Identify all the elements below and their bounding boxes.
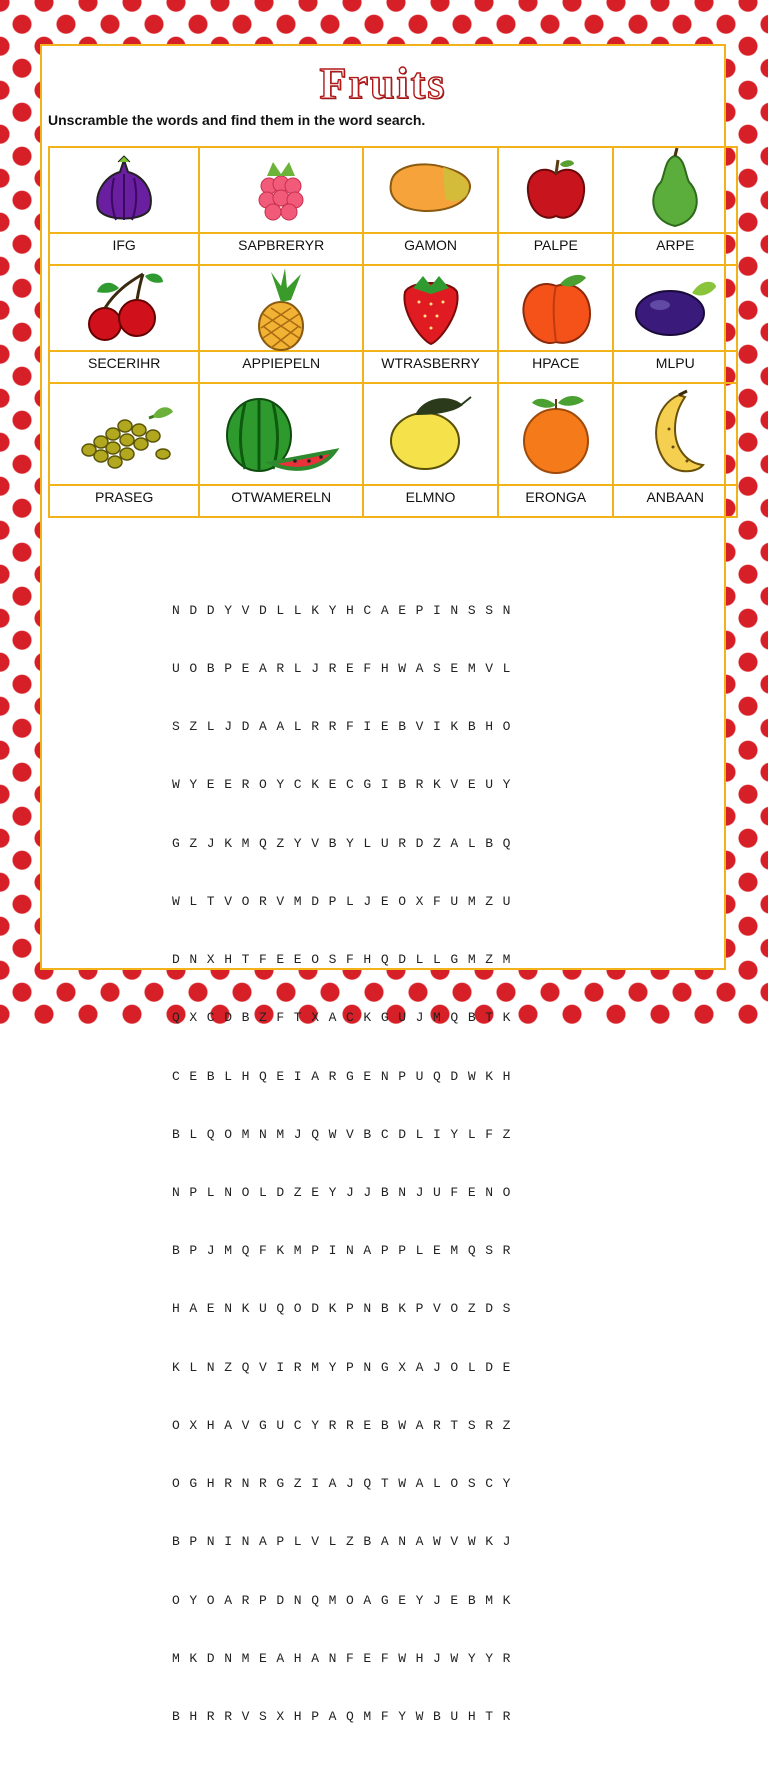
worksheet (40, 44, 726, 1724)
fruit-label: APPIEPELN (200, 350, 362, 382)
fruit-label: HPACE (499, 350, 612, 382)
fruit-cell (199, 383, 363, 517)
fruit-label: ERONGA (499, 484, 612, 516)
fruit-cell (363, 383, 498, 517)
fruit-cell (613, 265, 737, 383)
grid-row: BPNINAPLVLZBANAWVWKJ (172, 1534, 521, 1550)
raspberry-icon (241, 150, 321, 230)
grid-row: OXHAVGUCYRREBWARTSRZ (172, 1417, 521, 1433)
cherries-icon (79, 268, 169, 348)
fruit-cell (199, 147, 363, 265)
fig-icon (84, 150, 164, 230)
fruit-label: PALPE (499, 232, 612, 264)
grid-row: NDDYVDLLKYHCAEPINSSN (172, 602, 521, 618)
fruit-table (48, 146, 738, 518)
grid-row: CEBLHQEIARGENPUQDWKH (172, 1068, 521, 1084)
mango-icon (383, 155, 479, 225)
watermelon-icon (221, 389, 341, 479)
fruit-label: ELMNO (364, 484, 497, 516)
grid-row: GZJKMQZYVBYLURDZALBQ (172, 835, 521, 851)
grid-row: HAENKUQODKPNBKPVOZDS (172, 1301, 521, 1317)
strawberry-icon (391, 268, 471, 348)
grid-row: QXCDBZFTXACKGUJMQBTK (172, 1010, 521, 1026)
apple-icon (516, 150, 596, 230)
plum-icon (630, 273, 720, 343)
grid-row: MKDNMEAHANFEFWHJWYYR (172, 1650, 521, 1666)
fruit-label: OTWAMERELN (200, 484, 362, 516)
fruit-label: MLPU (614, 350, 736, 382)
lemon-icon (383, 389, 479, 479)
grid-row: SZLJDAALRRFIEBVIKBHO (172, 719, 521, 735)
grapes-icon (69, 394, 179, 474)
fruit-cell (49, 265, 199, 383)
fruit-label: GAMON (364, 232, 497, 264)
fruit-cell (49, 383, 199, 517)
fruit-cell (613, 147, 737, 265)
page-title: Fruits (319, 59, 447, 108)
fruit-label: PRASEG (50, 484, 198, 516)
fruit-cell (498, 147, 613, 265)
fruit-label: IFG (50, 232, 198, 264)
grid-row: UOBPEARLJREFHWASEMVL (172, 661, 521, 677)
pineapple-icon (241, 264, 321, 352)
peach-icon (514, 266, 598, 350)
grid-row: KLNZQVIRMYPNGXAJOLDE (172, 1359, 521, 1375)
fruit-cell (498, 383, 613, 517)
fruit-cell (363, 265, 498, 383)
grid-row: OYOARPDNQMOAGEYJEBMK (172, 1592, 521, 1608)
instructions: Unscramble the words and find them in the word search. (48, 112, 426, 128)
grid-row: BLQOMNMJQWVBCDLIYLFZ (172, 1126, 521, 1142)
grid-row: WLTVORVMDPLJEOXFUMZU (172, 893, 521, 909)
grid-row: BHRRVSXHPAQMFYWBUHTR (172, 1708, 521, 1724)
fruit-cell (613, 383, 737, 517)
banana-icon (635, 389, 715, 479)
fruit-label: ARPE (614, 232, 736, 264)
grid-row: DNXHTFEEOSFHQDLLGMZM (172, 952, 521, 968)
grid-row: WYEEROYCKECGIBRKVEUY (172, 777, 521, 793)
fruit-cell (49, 147, 199, 265)
word-search-grid (172, 562, 520, 1765)
grid-row: OGHRNRGZIAJQTWALOSCY (172, 1476, 521, 1492)
fruit-label: SAPBRERYR (200, 232, 362, 264)
fruit-label: WTRASBERRY (364, 350, 497, 382)
fruit-cell (363, 147, 498, 265)
grid-row: NPLNOLDZEYJJBNJUFENO (172, 1185, 521, 1200)
grid-row: BPJMQFKMPINAPPLEMQSR (172, 1243, 521, 1259)
fruit-cell (498, 265, 613, 383)
orange-icon (514, 391, 598, 477)
fruit-label: ANBAAN (614, 484, 736, 516)
pear-icon (635, 148, 715, 232)
fruit-label: SECERIHR (50, 350, 198, 382)
fruit-cell (199, 265, 363, 383)
